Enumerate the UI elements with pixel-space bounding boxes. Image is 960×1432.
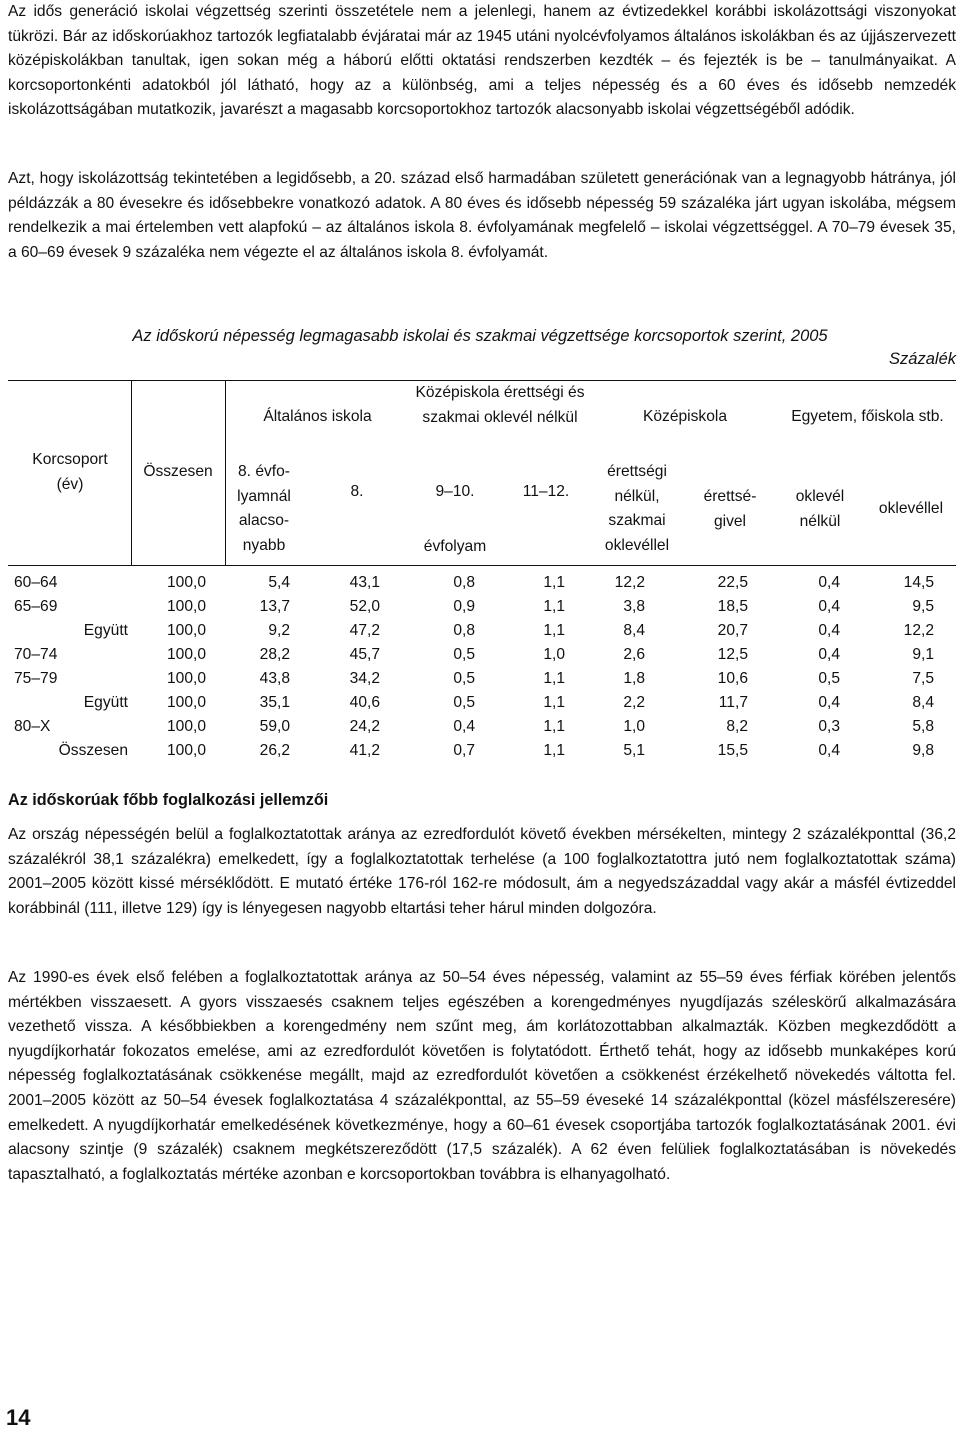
table-cell: 100,0 <box>166 718 206 735</box>
table-cell: 0,4 <box>818 622 840 639</box>
table-cell: 24,2 <box>349 718 380 735</box>
table-cell: 0,7 <box>453 742 475 759</box>
table-cell: 9,8 <box>912 742 934 759</box>
header-8: 8. <box>350 483 364 500</box>
table-title: Az időskorú népesség legmagasabb iskolai és szakmai végzettsége korcsoportok szerint, 2005 <box>132 327 828 345</box>
table-cell: 0,4 <box>818 694 840 711</box>
table-cell: 2,2 <box>623 694 645 711</box>
table-row <box>0 619 960 643</box>
header-korcsoport: Korcsoport (év) <box>32 451 108 493</box>
table-cell: 100,0 <box>166 742 206 759</box>
section-paragraph-2: Az 1990-es évek első felében a foglalkoztatottak aránya az 50–54 éves népesség, valamint az 55–59 éves férfiak körében jelentős mértékben visszaesett. A gyors visszaesés csaknem teljes egészében a korengedményes nyugdíjazás széleskörű alkalmazására vezethető vissza. A későbbiekben a korengedmény nem szűnt meg, ám korlátozottabban alkalmazták. Közben megkezdődött a nyugdíjkorhatár fokozatos emelése, ami az ezredfordulót követően is folytatódott. Érthető tehát, hogy az idősebb munkaképes korú népesség foglalkoztatásának csökkenése megállt, majd az ezredfordulót követően a csökkenést érzékelhető növekedés váltotta fel. 2001–2005 között az 50–54 évesek foglalkoztatása 4 százalékponttal, az 55–59 éveseké 14 százalékponttal (közel másfélszeresére) emelkedett. A nyugdíjkorhatár emelkedésének következménye, hogy a 60–61 évesek csoportjába tartozók foglalkoztatásának 2001. évi alacsony szintje (9 százalék) csaknem megkétszereződött (17,5 százalék). A 62 éven felüliek foglalkoztatásában is növekedés tapasztalható, a foglalkoztatás mértéke azonban e korcsoportokban továbbra is elhanyagolható. <box>8 969 956 1183</box>
row-label: 75–79 <box>14 670 58 687</box>
page-number: 14 <box>6 1405 31 1430</box>
table-row <box>0 667 960 691</box>
table-cell: 11,7 <box>718 694 748 711</box>
table-cell: 2,6 <box>623 646 645 663</box>
table-cell: 34,2 <box>349 670 380 687</box>
table-row <box>0 595 960 619</box>
header-egyetem: Egyetem, főiskola stb. <box>791 408 944 425</box>
table-cell: 12,2 <box>614 574 645 591</box>
header-oklevel-nelkul: oklevél nélkül <box>795 488 845 530</box>
table-cell: 0,5 <box>453 646 475 663</box>
intro-paragraph-1: Az idős generáció iskolai végzettség szerinti összetétele nem a jelenlegi, hanem az évtizedekkel korábbi iskolázottsági viszonyokat tükrözi. Bár az időskorúakhoz tartozók legfiatalabb évjáratai már az 1945 utáni nyolcévfolyamos általános iskolákban és az újjászervezett középiskolákban tanultak, igen sokan még a háború előtti oktatási rendszerben kezdték – és fejezték is be – tanulmányaikat. A korcsoportonkénti adatokból jól látható, hogy az a különbség, ami a teljes népesség és a 60 éves és idősebb nemzedék iskolázottságában mutatkozik, javarészt a magasabb korcsoportokhoz tartozók alacsonyabb iskolai végzettségéből adódik. <box>8 3 956 119</box>
table-vline-2 <box>225 380 226 565</box>
header-9-10: 9–10. <box>435 483 475 500</box>
table-cell: 0,4 <box>818 646 840 663</box>
table-cell: 1,1 <box>543 694 565 711</box>
table-cell: 13,7 <box>259 598 290 615</box>
section-paragraph-1: Az ország népességén belül a foglalkoztatottak aránya az ezredfordulót követő években mérsékelten, mintegy 2 százalékponttal (36,2 százalékról 38,1 százalékra) emelkedett, így a foglalkoztatottak terhelése (a 100 foglalkoztatottra jutó nem foglalkoztatottak száma) 2001–2005 között kissé mérséklődött. E mutató értéke 176-ról 162-re módosult, ám a negyedszázaddal vagy akár a másfél évtizeddel korábbinál (111, illetve 129) így is lényegesen nagyobb eltartási teher hárul minden dolgozóra. <box>8 826 956 917</box>
table-cell: 100,0 <box>166 598 206 615</box>
table-cell: 52,0 <box>349 598 380 615</box>
row-label: Összesen <box>58 742 128 759</box>
table-cell: 10,6 <box>717 670 748 687</box>
header-11-12: 11–12. <box>522 483 570 500</box>
table-row <box>0 571 960 595</box>
table-cell: 9,1 <box>912 646 934 663</box>
table-cell: 0,3 <box>818 718 840 735</box>
header-kozepiskola-nelkul: Középiskola érettségi és szakmai oklevél nélkül <box>415 384 585 426</box>
table-cell: 9,5 <box>912 598 934 615</box>
table-row <box>0 739 960 763</box>
row-label: 60–64 <box>14 574 58 591</box>
row-label: 65–69 <box>14 598 58 615</box>
table-cell: 12,2 <box>903 622 934 639</box>
table-cell: 26,2 <box>259 742 290 759</box>
table-row <box>0 715 960 739</box>
table-cell: 1,1 <box>543 622 565 639</box>
table-cell: 20,7 <box>717 622 748 639</box>
table-cell: 7,5 <box>912 670 934 687</box>
table-row <box>0 691 960 715</box>
table-cell: 41,2 <box>349 742 380 759</box>
table-cell: 15,5 <box>717 742 748 759</box>
table-cell: 22,5 <box>717 574 748 591</box>
table-cell: 0,4 <box>818 598 840 615</box>
table-cell: 0,5 <box>818 670 840 687</box>
table-cell: 5,4 <box>268 574 290 591</box>
header-also-8: 8. évfo-lyamnál alacso-nyabb <box>237 463 291 554</box>
table-cell: 43,1 <box>349 574 380 591</box>
table-header-bottom-rule <box>8 565 956 566</box>
row-label: Együtt <box>83 622 128 639</box>
table-cell: 0,8 <box>453 622 475 639</box>
table-cell: 1,1 <box>543 742 565 759</box>
table-cell: 14,5 <box>903 574 934 591</box>
table-cell: 0,8 <box>453 574 475 591</box>
row-label: Együtt <box>83 694 128 711</box>
row-label: 80–X <box>14 718 51 735</box>
table-cell: 12,5 <box>717 646 748 663</box>
table-cell: 0,4 <box>818 574 840 591</box>
intro-paragraph-2: Azt, hogy iskolázottság tekintetében a legidősebb, a 20. század első harmadában született generációnak van a legnagyobb hátránya, jól példázzák a 80 évesekre és idősebbekre vonatkozó adatok. A 80 éves és idősebb népesség 59 százaléka járt ugyan iskolába, mégsem rendelkezik a mai értelemben vett alapfokú – az általános iskola 8. évfolyamának megfelelő – iskolai végzettséggel. A 70–79 évesek 35, a 60–69 évesek 9 százaléka nem végezte el az általános iskola 8. évfolyamát. <box>8 170 956 261</box>
table-cell: 100,0 <box>166 646 206 663</box>
table-cell: 3,8 <box>623 598 645 615</box>
table-cell: 100,0 <box>166 574 206 591</box>
header-evfolyam: évfolyam <box>423 538 487 555</box>
table-cell: 100,0 <box>166 670 206 687</box>
table-cell: 0,9 <box>453 598 475 615</box>
table-cell: 1,1 <box>543 718 565 735</box>
table-cell: 0,4 <box>453 718 475 735</box>
table-vline-1 <box>131 380 132 565</box>
header-kozepiskola: Középiskola <box>642 408 728 425</box>
table-cell: 47,2 <box>349 622 380 639</box>
table-cell: 1,8 <box>623 670 645 687</box>
row-label: 70–74 <box>14 646 58 663</box>
table-cell: 8,2 <box>726 718 748 735</box>
table-cell: 1,1 <box>543 598 565 615</box>
table-cell: 100,0 <box>166 694 206 711</box>
table-cell: 5,8 <box>912 718 934 735</box>
table-cell: 59,0 <box>259 718 290 735</box>
header-erettsegi-nelkul: érettségi nélkül, szakmai oklevéllel <box>604 463 670 554</box>
table-cell: 8,4 <box>912 694 934 711</box>
table-cell: 9,2 <box>268 622 290 639</box>
table-cell: 43,8 <box>259 670 290 687</box>
header-altalanos-iskola: Általános iskola <box>263 408 372 425</box>
table-cell: 8,4 <box>623 622 645 639</box>
table-cell: 1,0 <box>543 646 565 663</box>
table-cell: 35,1 <box>259 694 290 711</box>
table-row <box>0 643 960 667</box>
table-cell: 0,5 <box>453 694 475 711</box>
table-cell: 28,2 <box>259 646 290 663</box>
table-cell: 40,6 <box>349 694 380 711</box>
table-cell: 0,5 <box>453 670 475 687</box>
table-unit: Százalék <box>889 350 956 368</box>
table-cell: 1,1 <box>543 574 565 591</box>
table-cell: 18,5 <box>717 598 748 615</box>
header-erettsegivel: érettsé-givel <box>703 488 757 530</box>
table-cell: 100,0 <box>166 622 206 639</box>
table-cell: 5,1 <box>623 742 645 759</box>
header-osszesen: Összesen <box>143 463 213 480</box>
section-heading: Az időskorúak főbb foglalkozási jellemzői <box>8 791 329 809</box>
header-oklevellel: oklevéllel <box>878 500 944 517</box>
table-cell: 1,1 <box>543 670 565 687</box>
table-cell: 1,0 <box>623 718 645 735</box>
table-cell: 0,4 <box>818 742 840 759</box>
table-cell: 45,7 <box>349 646 380 663</box>
